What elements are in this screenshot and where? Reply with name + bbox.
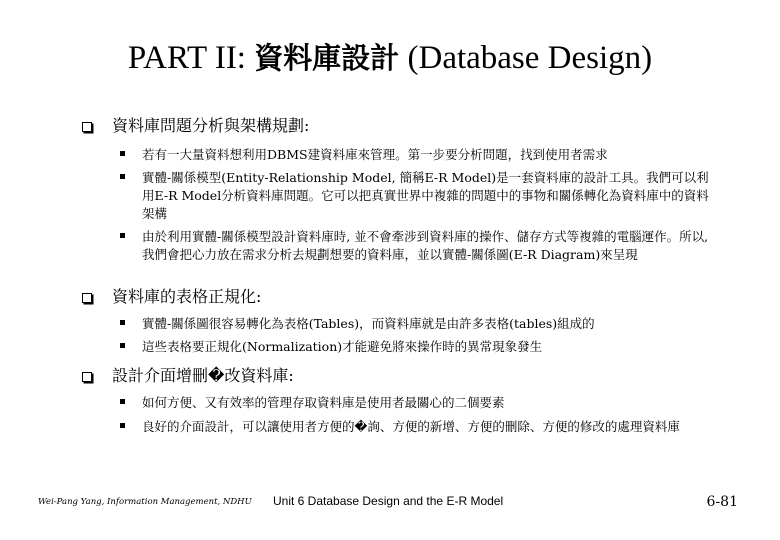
- bullet-text: 若有一大量資料想利用DBMS建資料庫來管理。第一步要分析問題，找到使用者需求: [142, 147, 608, 162]
- bullet-text: 實體-關係模型(Entity-Relationship Model, 簡稱E-R Model)是一套資料庫的設計工具。我們可以利用E-R Model分析資料庫問題。它可以把真實世界中複雜的問題中的事物和關係轉化為資料庫中的資料架構: [142, 170, 709, 221]
- hollow-square-bullet-icon: [82, 372, 92, 382]
- section-normalization: [112, 287, 722, 356]
- hollow-square-bullet-icon: [82, 122, 92, 132]
- footer-unit: Unit 6 Database Design and the E-R Model: [273, 494, 504, 508]
- section-heading: 資料庫問題分析與架構規劃:: [112, 116, 310, 135]
- hollow-square-bullet-icon: [82, 293, 92, 303]
- bullet-item: [142, 146, 716, 164]
- square-bullet-icon: [120, 399, 125, 404]
- section-heading: 設計介面增刪�改資料庫:: [112, 366, 294, 385]
- section-analysis: [112, 116, 722, 264]
- square-bullet-icon: [120, 151, 125, 156]
- bullet-text: 如何方便、又有效率的管理存取資料庫是使用者最關心的二個要素: [142, 395, 505, 410]
- bullet-item: [142, 228, 716, 264]
- bullet-item: [142, 315, 716, 333]
- square-bullet-icon: [120, 233, 125, 238]
- bullet-text: 實體-關係圖很容易轉化為表格(Tables)，而資料庫就是由許多表格(tables)組成的: [142, 316, 595, 331]
- footer-author: Wei-Pang Yang, Information Management, NDHU: [38, 497, 252, 507]
- square-bullet-icon: [120, 174, 125, 179]
- bullet-text: 這些表格要正規化(Normalization)才能避免將來操作時的異常現象發生: [142, 339, 543, 354]
- title-chinese: 資料庫設計: [254, 41, 400, 75]
- square-bullet-icon: [120, 343, 125, 348]
- title-suffix: (Database Design): [407, 40, 653, 76]
- title-prefix: PART II:: [127, 40, 246, 76]
- bullet-item: [142, 338, 716, 356]
- bullet-text: 由於利用實體-關係模型設計資料庫時, 並不會牽涉到資料庫的操作、儲存方式等複雜的電腦運作。所以,我們會把心力放在需求分析去規劃想要的資料庫，並以實體-關係圖(E-R Diagram)來呈現: [142, 229, 709, 262]
- bullet-item: [142, 169, 716, 223]
- page-number: 6-81: [706, 494, 738, 510]
- square-bullet-icon: [120, 320, 125, 325]
- bullet-item: [142, 418, 716, 436]
- square-bullet-icon: [120, 423, 125, 428]
- bullet-text: 良好的介面設計，可以讓使用者方便的�詢、方便的新增、方便的刪除、方便的修改的處理資料庫: [142, 419, 680, 434]
- section-heading: 資料庫的表格正規化:: [112, 287, 262, 306]
- bullet-item: [142, 394, 716, 412]
- slide-title: [0, 38, 780, 78]
- section-interface: [112, 366, 722, 436]
